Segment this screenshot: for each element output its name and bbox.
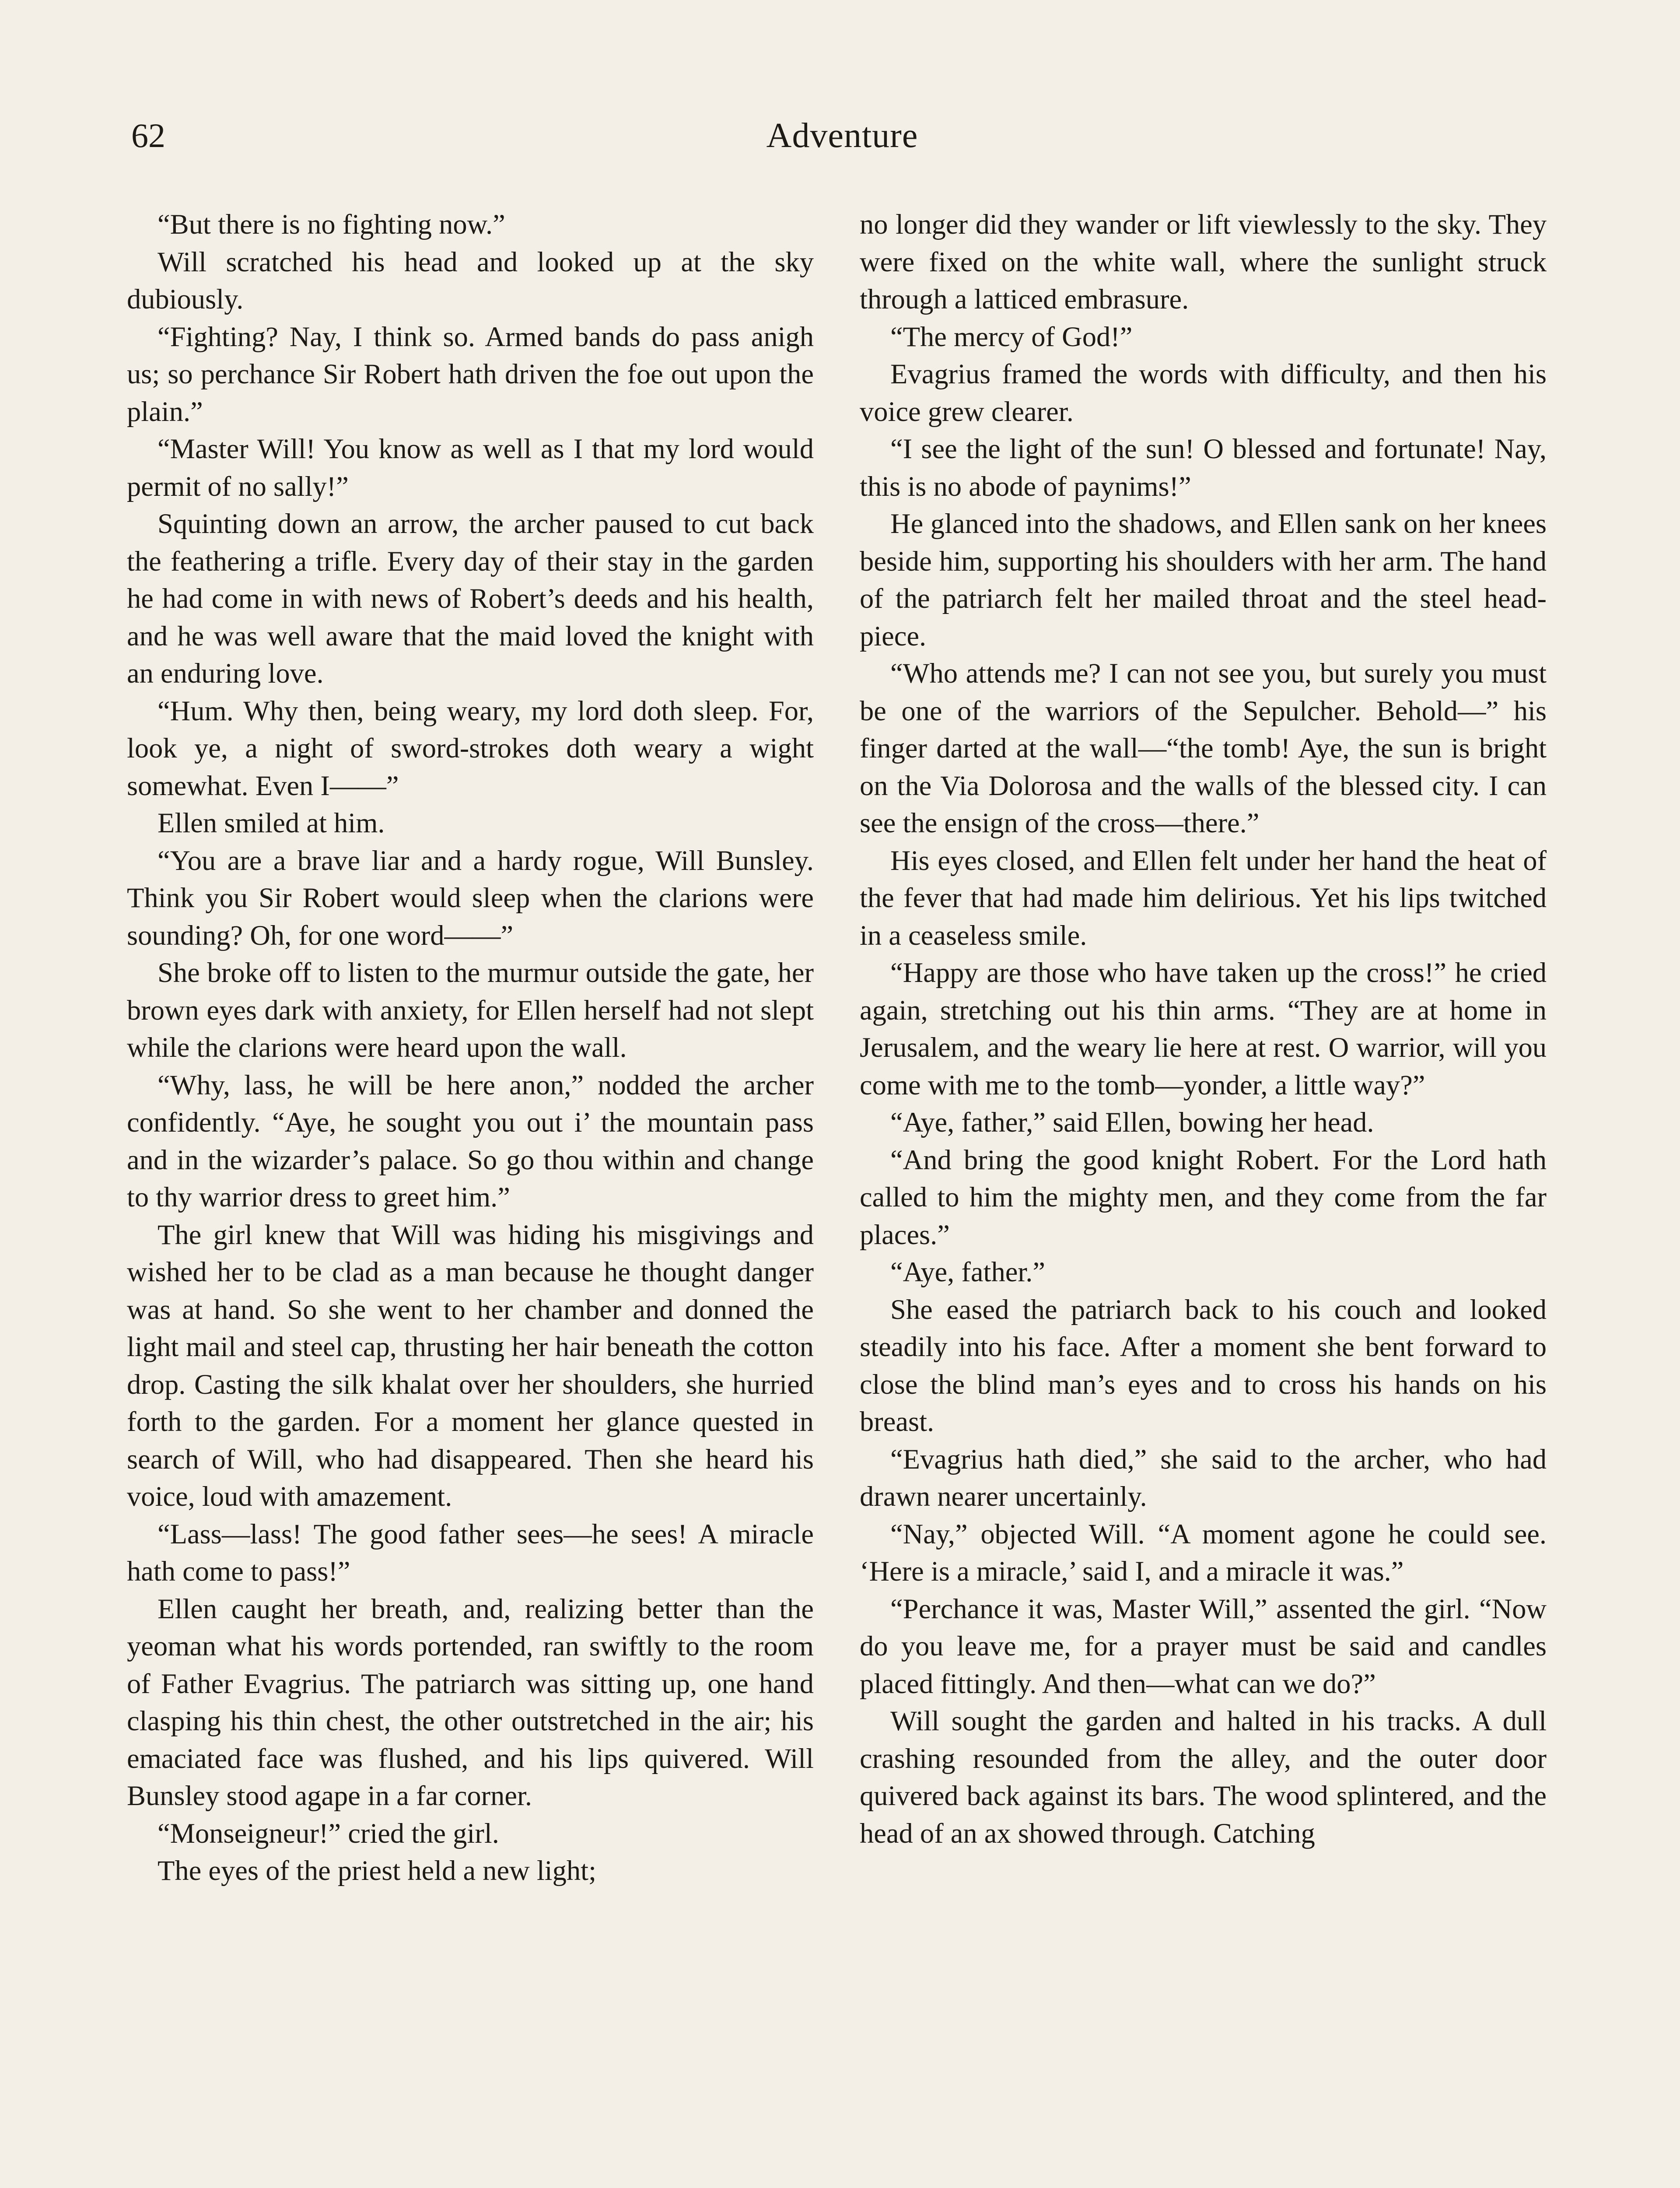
right-text-column [860,206,1547,1852]
paragraph: “Hum. Why then, being weary, my lord doth sleep. For, look ye, a night of sword-strokes doth weary a wight somewhat. Even I——” [127,695,814,801]
paragraph: “Aye, father,” said Ellen, bowing her head. [890,1107,1374,1138]
paragraph: He glanced into the shadows, and Ellen sank on her knees beside him, supporting his shoulders with her arm. The hand of the patriarch felt her mailed throat and the steel head-piece. [860,508,1547,652]
paragraph: “Perchance it was, Master Will,” assented the girl. “Now do you leave me, for a prayer must be said and candles placed fittingly. And then—what can we do?” [860,1593,1547,1699]
paragraph: Will scratched his head and looked up at the sky dubiously. [127,246,814,315]
paragraph: “Happy are those who have taken up the cross!” he cried again, stretching out his thin arms. “They are at home in Jerusalem, and the weary lie here at rest. O warrior, will you come with me to the tomb—yonder, a little way?” [860,957,1547,1101]
paragraph: “Lass—lass! The good father sees—he sees! A miracle hath come to pass!” [127,1518,814,1587]
paragraph: Ellen caught her breath, and, realizing better than the yeoman what his words portended, ran swiftly to the room of Father Evagrius. The patriarch was sitting up, one hand clasping his thin chest, the other outstretched in the air; his emaciated face was flushed, and his lips quivered. Will Bunsley stood agape in a far corner. [127,1593,814,1811]
paragraph: “Who attends me? I can not see you, but surely you must be one of the warriors of the Sepulcher. Behold—” his finger darted at the wall—“the tomb! Aye, the sun is bright on the Via Dolorosa and the walls of the blessed city. I can see the ensign of the cross—there.” [860,658,1547,838]
paragraph: “The mercy of God!” [890,321,1133,352]
paragraph: “But there is no fighting now.” [158,209,505,240]
paragraph: The girl knew that Will was hiding his misgivings and wished her to be clad as a man because he thought danger was at hand. So she went to her chamber and donned the light mail and steel cap, thrusting her hair beneath the cotton drop. Casting the silk khalat over her shoulders, she hurried forth to the garden. For a moment her glance quested in search of Will, who had disappeared. Then she heard his voice, loud with amazement. [127,1219,814,1512]
magazine-title: Adventure [766,116,918,155]
page-number: 62 [131,116,165,154]
paragraph: “Fighting? Nay, I think so. Armed bands do pass anigh us; so perchance Sir Robert hath driven the foe out upon the plain.” [127,321,814,427]
paragraph: “And bring the good knight Robert. For the Lord hath called to him the mighty men, and they come from the far places.” [860,1144,1547,1250]
paragraph: “Why, lass, he will be here anon,” nodded the archer confidently. “Aye, he sought you out i’ the mountain pass and in the wizarder’s palace. So go thou within and change to thy warrior dress to greet him.” [127,1069,814,1213]
paragraph: Squinting down an arrow, the archer paused to cut back the feathering a trifle. Every day of their stay in the garden he had come in with news of Robert’s deeds and his health, and he was well aware that the maid loved the knight with an enduring love. [127,508,814,689]
paragraph: His eyes closed, and Ellen felt under her hand the heat of the fever that had made him delirious. Yet his lips twitched in a ceaseless smile. [860,845,1547,951]
paragraph: Ellen smiled at him. [158,807,385,838]
paragraph: “Master Will! You know as well as I that my lord would permit of no sally!” [127,433,814,502]
paragraph: Will sought the garden and halted in his tracks. A dull crashing resounded from the alley, and the outer door quivered back against its bars. The wood splintered, and the head of an ax showed through. Catching [860,1705,1547,1849]
paragraph: “I see the light of the sun! O blessed and fortunate! Nay, this is no abode of paynims!” [860,433,1547,502]
running-head [131,109,1553,162]
paragraph: no longer did they wander or lift viewlessly to the sky. They were fixed on the white wall, where the sunlight struck through a latticed embrasure. [860,209,1547,315]
paragraph: The eyes of the priest held a new light; [158,1855,597,1886]
paragraph: She broke off to listen to the murmur outside the gate, her brown eyes dark with anxiety, for Ellen herself had not slept while the clarions were heard upon the wall. [127,957,814,1063]
left-text-column [127,206,814,1890]
paragraph: She eased the patriarch back to his couch and looked steadily into his face. After a moment she bent forward to close the blind man’s eyes and to cross his hands on his breast. [860,1294,1547,1437]
paragraph: Evagrius framed the words with difficulty, and then his voice grew clearer. [860,358,1547,427]
paragraph: “Monseigneur!” cried the girl. [158,1817,499,1849]
paragraph: “Aye, father.” [890,1256,1045,1287]
paragraph: “Nay,” objected Will. “A moment agone he could see. ‘Here is a miracle,’ said I, and a miracle it was.” [860,1518,1547,1587]
paragraph: “You are a brave liar and a hardy rogue, Will Bunsley. Think you Sir Robert would sleep when the clarions were sounding? Oh, for one word——” [127,845,814,951]
paragraph: “Evagrius hath died,” she said to the archer, who had drawn nearer uncertainly. [860,1443,1547,1512]
